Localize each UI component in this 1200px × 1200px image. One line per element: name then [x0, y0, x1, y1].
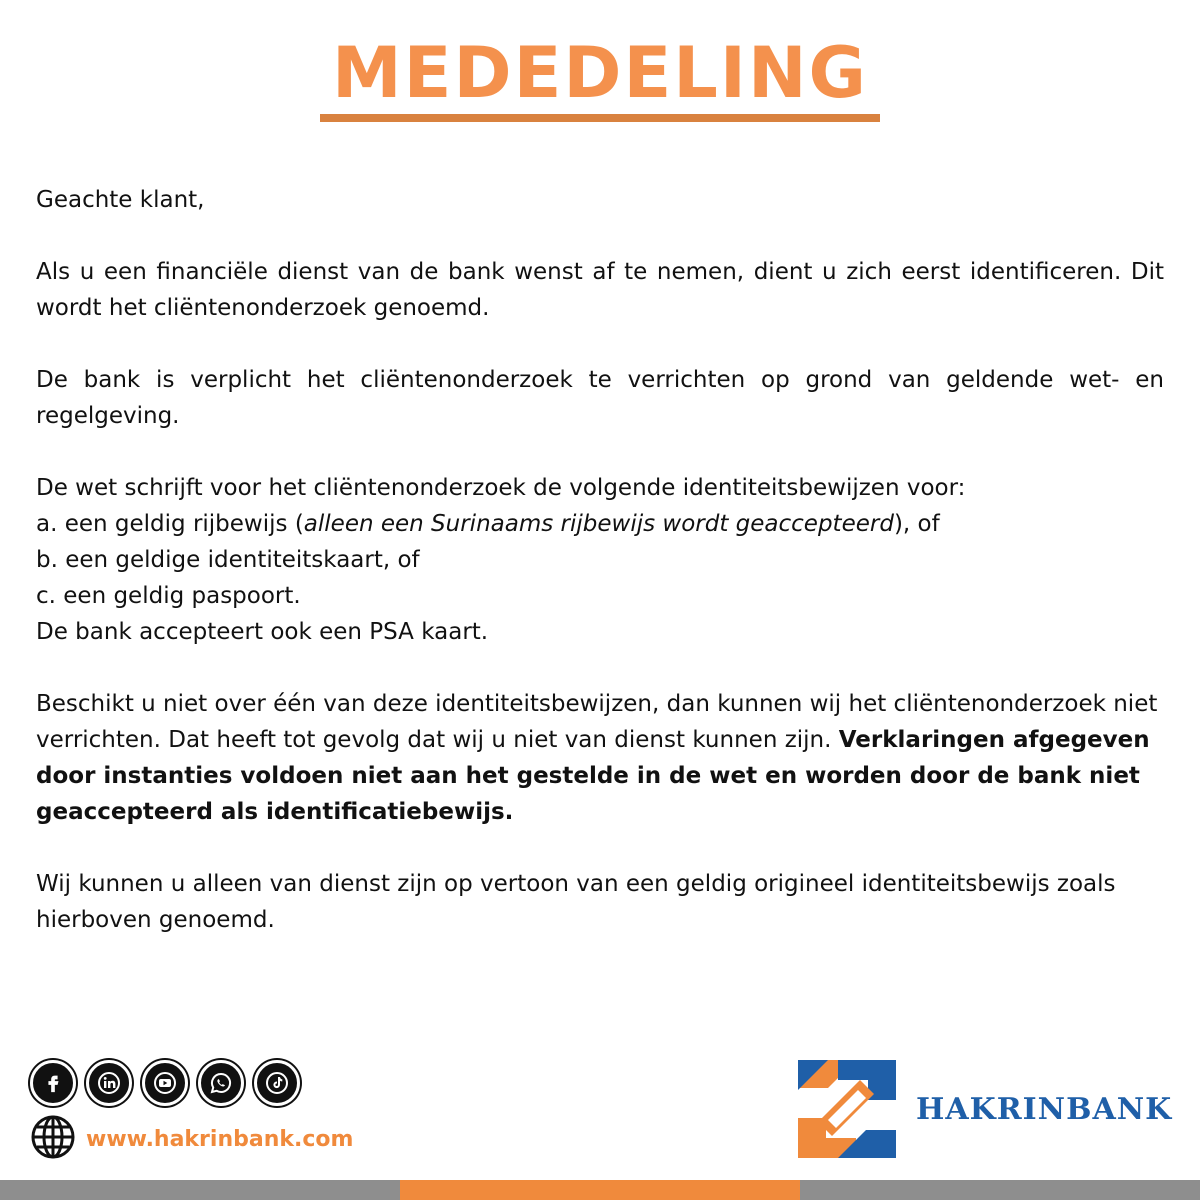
notice-body — [36, 182, 1164, 974]
paragraph-obligation: De bank is verplicht het cliëntenonderzoek te verrichten op grond van geldende wet- en regelgeving. — [36, 367, 1164, 429]
no-id-text: Beschikt u niet over één van deze identiteitsbewijzen, dan kunnen wij het cliëntenonderzoek niet verrichten. Dat heeft tot gevolg dat wij u niet van dienst kunnen zijn. — [36, 691, 1158, 753]
footer-bar-right — [800, 1180, 1200, 1200]
id-list-item-a — [36, 506, 1164, 542]
globe-icon — [30, 1114, 76, 1164]
id-list-item-a-note: alleen een Surinaams rijbewijs wordt geaccepteerd — [303, 511, 894, 537]
id-list-item-c: c. een geldig paspoort. — [36, 583, 301, 609]
statements-not-accepted: Verklaringen afgegeven door instanties voldoen niet aan het gestelde in de wet en worden door de bank niet geaccepteerd als identificatiebewijs. — [36, 727, 1150, 825]
facebook-icon[interactable] — [30, 1060, 76, 1106]
page-title: MEDEDELING — [331, 32, 868, 114]
id-list-item-a-suffix: ), of — [893, 511, 940, 537]
hakrinbank-logo-mark — [798, 1060, 896, 1158]
greeting: Geachte klant, — [36, 187, 205, 213]
website-row — [30, 1114, 353, 1164]
id-list-item-b: b. een geldige identiteitskaart, of — [36, 547, 420, 573]
tiktok-icon[interactable] — [254, 1060, 300, 1106]
footer-color-bar — [0, 1180, 1200, 1200]
whatsapp-icon[interactable] — [198, 1060, 244, 1106]
website-link[interactable]: www.hakrinbank.com — [86, 1126, 354, 1152]
linkedin-icon[interactable] — [86, 1060, 132, 1106]
title-underline — [320, 114, 880, 122]
social-links — [30, 1060, 300, 1106]
paragraph-id-list — [36, 470, 1164, 650]
footer-bar-left — [0, 1180, 400, 1200]
paragraph-identification: Als u een financiële dienst van de bank wenst af te nemen, dient u zich eerst identificeren. Dit wordt het cliëntenonderzoek genoemd. — [36, 259, 1164, 321]
brand-name: HAKRINBANK — [916, 1091, 1173, 1127]
hakrinbank-logo — [798, 1060, 1172, 1158]
paragraph-no-id — [36, 686, 1164, 830]
youtube-icon[interactable] — [142, 1060, 188, 1106]
id-list-intro: De wet schrijft voor het cliëntenonderzoek de volgende identiteitsbewijzen voor: — [36, 475, 966, 501]
psa-note: De bank accepteert ook een PSA kaart. — [36, 619, 489, 645]
id-list-item-a-text: a. een geldig rijbewijs ( — [36, 511, 304, 537]
paragraph-service: Wij kunnen u alleen van dienst zijn op vertoon van een geldig origineel identiteitsbewijs zoals hierboven genoemd. — [36, 871, 1116, 933]
footer-bar-middle — [400, 1180, 800, 1200]
